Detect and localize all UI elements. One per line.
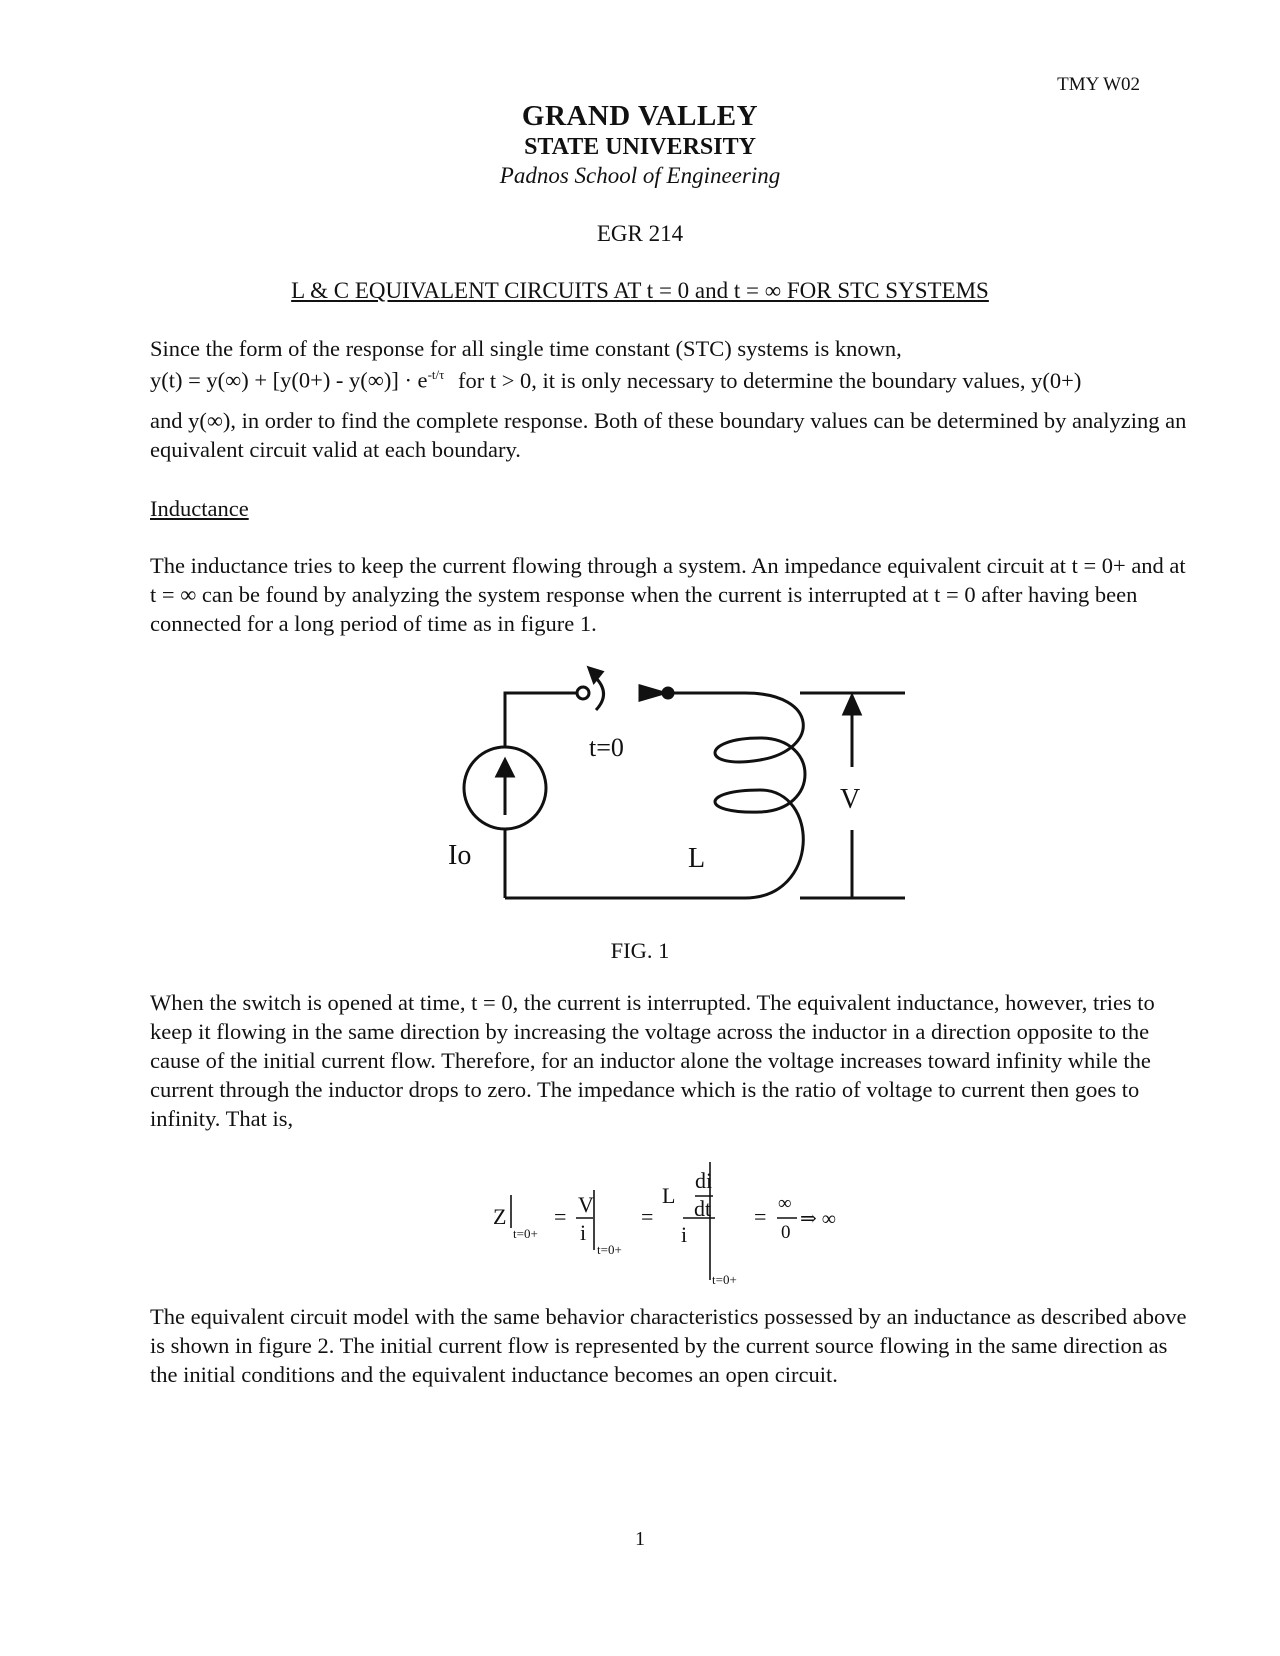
voltage-label: V — [840, 784, 861, 815]
current-source-circle — [464, 747, 546, 829]
switch-arc — [594, 676, 604, 710]
eq-dt: dt — [694, 1196, 712, 1221]
course-number: EGR 214 — [596, 221, 684, 246]
page-number: 1 — [635, 1528, 645, 1550]
paragraph-equivalent-model: The equivalent circuit model with the same behavior characteristics possessed by an inductance as described above is shown in figure 2. The initial current flow is represented by the current source flowing in the same direction as the initial conditions and the equivalent inductance becomes an open circuit. — [150, 1304, 1187, 1387]
eq-equals-2: = — [641, 1204, 654, 1229]
eq-sub-1: t=0+ — [513, 1226, 538, 1241]
intro-line1: Since the form of the response for all single time constant (STC) systems is known, — [150, 336, 902, 361]
switch-arrowhead — [589, 668, 602, 682]
current-source-arrow-head — [497, 760, 513, 776]
eq-i-2: i — [681, 1222, 688, 1247]
response-formula-exponent: -t/τ — [427, 367, 445, 382]
eq-di: di — [695, 1168, 713, 1193]
document-code: TMY W02 — [1057, 74, 1140, 95]
figure-1-caption: FIG. 1 — [610, 938, 670, 963]
eq-zero: 0 — [781, 1222, 791, 1243]
intro-formula-line — [150, 367, 1081, 394]
eq-i-1: i — [580, 1220, 587, 1245]
eq-z: Z — [493, 1204, 507, 1229]
eq-v: V — [578, 1192, 594, 1217]
eq-l: L — [662, 1183, 676, 1208]
eq-infinity: ∞ — [778, 1193, 792, 1214]
eq-sub-2: t=0+ — [597, 1242, 622, 1257]
university-name-line1: GRAND VALLEY — [521, 100, 759, 132]
eq-result: ⇒ ∞ — [800, 1208, 837, 1230]
response-formula: y(t) = y(∞) + [y(0+) - y(∞)] · e — [150, 367, 428, 393]
intro-line2-text: for t > 0, it is only necessary to determine the boundary values, y(0+) — [457, 367, 1082, 393]
voltage-arrow-head — [844, 696, 860, 714]
circuit-wires — [464, 668, 905, 898]
inductor-coil — [715, 693, 805, 898]
current-source-label: Io — [448, 840, 472, 871]
eq-sub-3: t=0+ — [712, 1272, 737, 1287]
eq-equals-3: = — [754, 1204, 767, 1229]
section-heading-inductance: Inductance — [150, 496, 249, 521]
switch-label: t=0 — [589, 733, 624, 762]
school-name: Padnos School of Engineering — [499, 163, 781, 188]
switch-contact-arrow — [640, 686, 664, 700]
switch-terminal-open — [577, 687, 589, 699]
paragraph-switch-opened: When the switch is opened at time, t = 0, the current is interrupted. The equivalent inductance, however, tries to keep it flowing in the same direction by increasing the voltage across the inductor in a direction opposite to the cause of the initial current flow. Therefore, for an inductor alone the voltage increases toward infinity while the current through the inductor drops to zero. The impedance which is the ratio of voltage to current then goes to infinity. That is, — [150, 990, 1155, 1131]
university-name-line2: STATE UNIVERSITY — [524, 134, 756, 160]
paragraph-inductance-intro: The inductance tries to keep the current flowing through a system. An impedance equivalent circuit at t = 0+ and at t = ∞ can be found by analyzing the system response when the current is interrupted at t = 0 after having been connected for a long period of time as in figure 1. — [150, 553, 1186, 636]
document-title: L & C EQUIVALENT CIRCUITS AT t = 0 and t = ∞ FOR STC SYSTEMS — [291, 278, 989, 303]
left-wire — [505, 693, 578, 898]
eq-equals-1: = — [554, 1204, 567, 1229]
intro-line3: and y(∞), in order to find the complete response. Both of these boundary values can be determined by analyzing an equivalent circuit valid at each boundary. — [150, 408, 1187, 462]
switch-terminal-closed — [663, 688, 673, 698]
inductor-label: L — [688, 843, 706, 874]
